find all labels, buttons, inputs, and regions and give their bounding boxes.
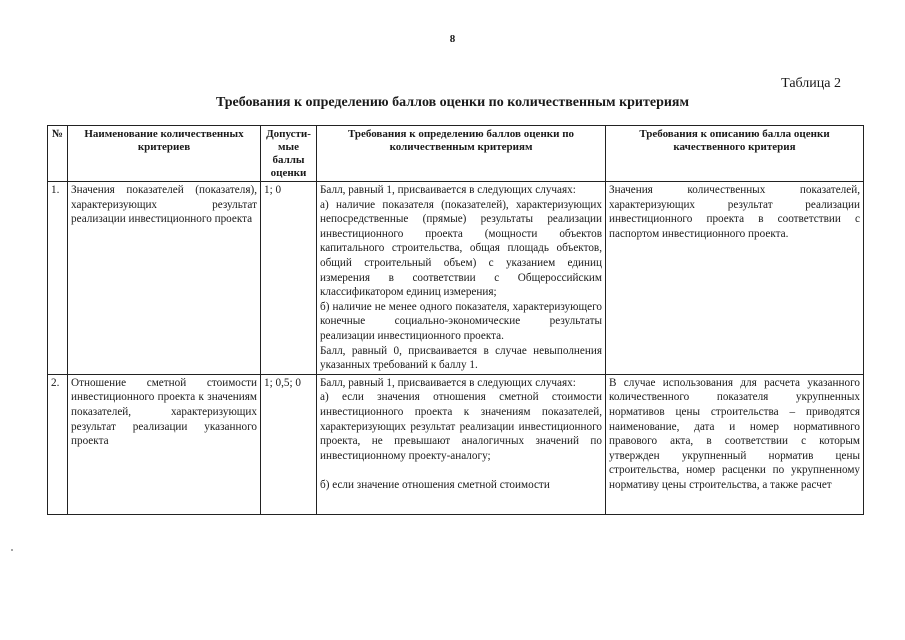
requirement-paragraph: а) если значения отношения сметной стоимости инвестиционного проекта к значениям показателей, характеризующих результат реализации инвестиционного проекта, не превышают аналогичных значений по инвестиционному проекту-аналогу; bbox=[320, 391, 602, 462]
header-num: № bbox=[48, 126, 68, 182]
header-score-requirements: Требования к определению баллов оценки по количественным критериям bbox=[317, 126, 606, 182]
requirement-paragraph: Балл, равный 1, присваивается в следующих случаях: bbox=[320, 376, 576, 389]
criterion-name: Отношение сметной стоимости инвестиционного проекта к значениям показателей, характеризующих результат реализации указанного проекта bbox=[68, 374, 261, 514]
header-score-description: Требования к описанию балла оценки качественного критерия bbox=[606, 126, 864, 182]
row-number: 1. bbox=[48, 182, 68, 375]
requirement-paragraph: б) если значение отношения сметной стоимости bbox=[320, 478, 550, 491]
header-allowed-scores: Допусти-мые баллы оценки bbox=[261, 126, 317, 182]
score-requirements bbox=[317, 374, 606, 514]
page-number: 8 bbox=[449, 33, 456, 45]
requirement-paragraph: а) наличие показателя (показателей), характеризующих непосредственные (прямые) результаты реализации инвестиционного проекта (мощности объектов капитального строительства, общая площадь объектов, общий строительный объем) с указанием единиц измерения в соответствии с Общероссийским классификатором единиц измерения; bbox=[320, 198, 602, 299]
table-label: Таблица 2 bbox=[781, 76, 841, 91]
allowed-scores: 1; 0 bbox=[261, 182, 317, 375]
row-number: 2. bbox=[48, 374, 68, 514]
requirements-table bbox=[47, 125, 864, 515]
requirement-paragraph: б) наличие не менее одного показателя, характеризующего конечные социально-экономические результаты реализации инвестиционного проекта. bbox=[320, 300, 602, 342]
criterion-name: Значения показателей (показателя), характеризующих результат реализации инвестиционного проекта bbox=[68, 182, 261, 375]
score-description: Значения количественных показателей, характеризующих результат реализации инвестиционного проекта в соответствии с паспортом инвестиционного проекта. bbox=[606, 182, 864, 375]
paragraph-gap bbox=[320, 463, 602, 478]
score-requirements bbox=[317, 182, 606, 375]
score-description: В случае использования для расчета указанного количественного показателя укрупненных нормативов цены строительства – приводятся наименование, дата и номер нормативного правового акта, в соответствии с которым утвержден укрупненный норматив цены строительства, номер расценки по укрупненному нормативу цены строительства, а также расчет bbox=[606, 374, 864, 514]
scan-speck bbox=[11, 549, 13, 551]
header-criterion-name: Наименование количественных критериев bbox=[68, 126, 261, 182]
table-row bbox=[48, 374, 864, 514]
allowed-scores: 1; 0,5; 0 bbox=[261, 374, 317, 514]
requirement-paragraph: Балл, равный 1, присваивается в следующих случаях: bbox=[320, 184, 576, 196]
requirement-paragraph: Балл, равный 0, присваивается в случае невыполнения указанных требований к баллу 1. bbox=[320, 344, 602, 372]
document-title: Требования к определению баллов оценки по количественным критериям bbox=[215, 95, 690, 110]
table-row bbox=[48, 182, 864, 375]
table-header-row bbox=[48, 126, 864, 182]
